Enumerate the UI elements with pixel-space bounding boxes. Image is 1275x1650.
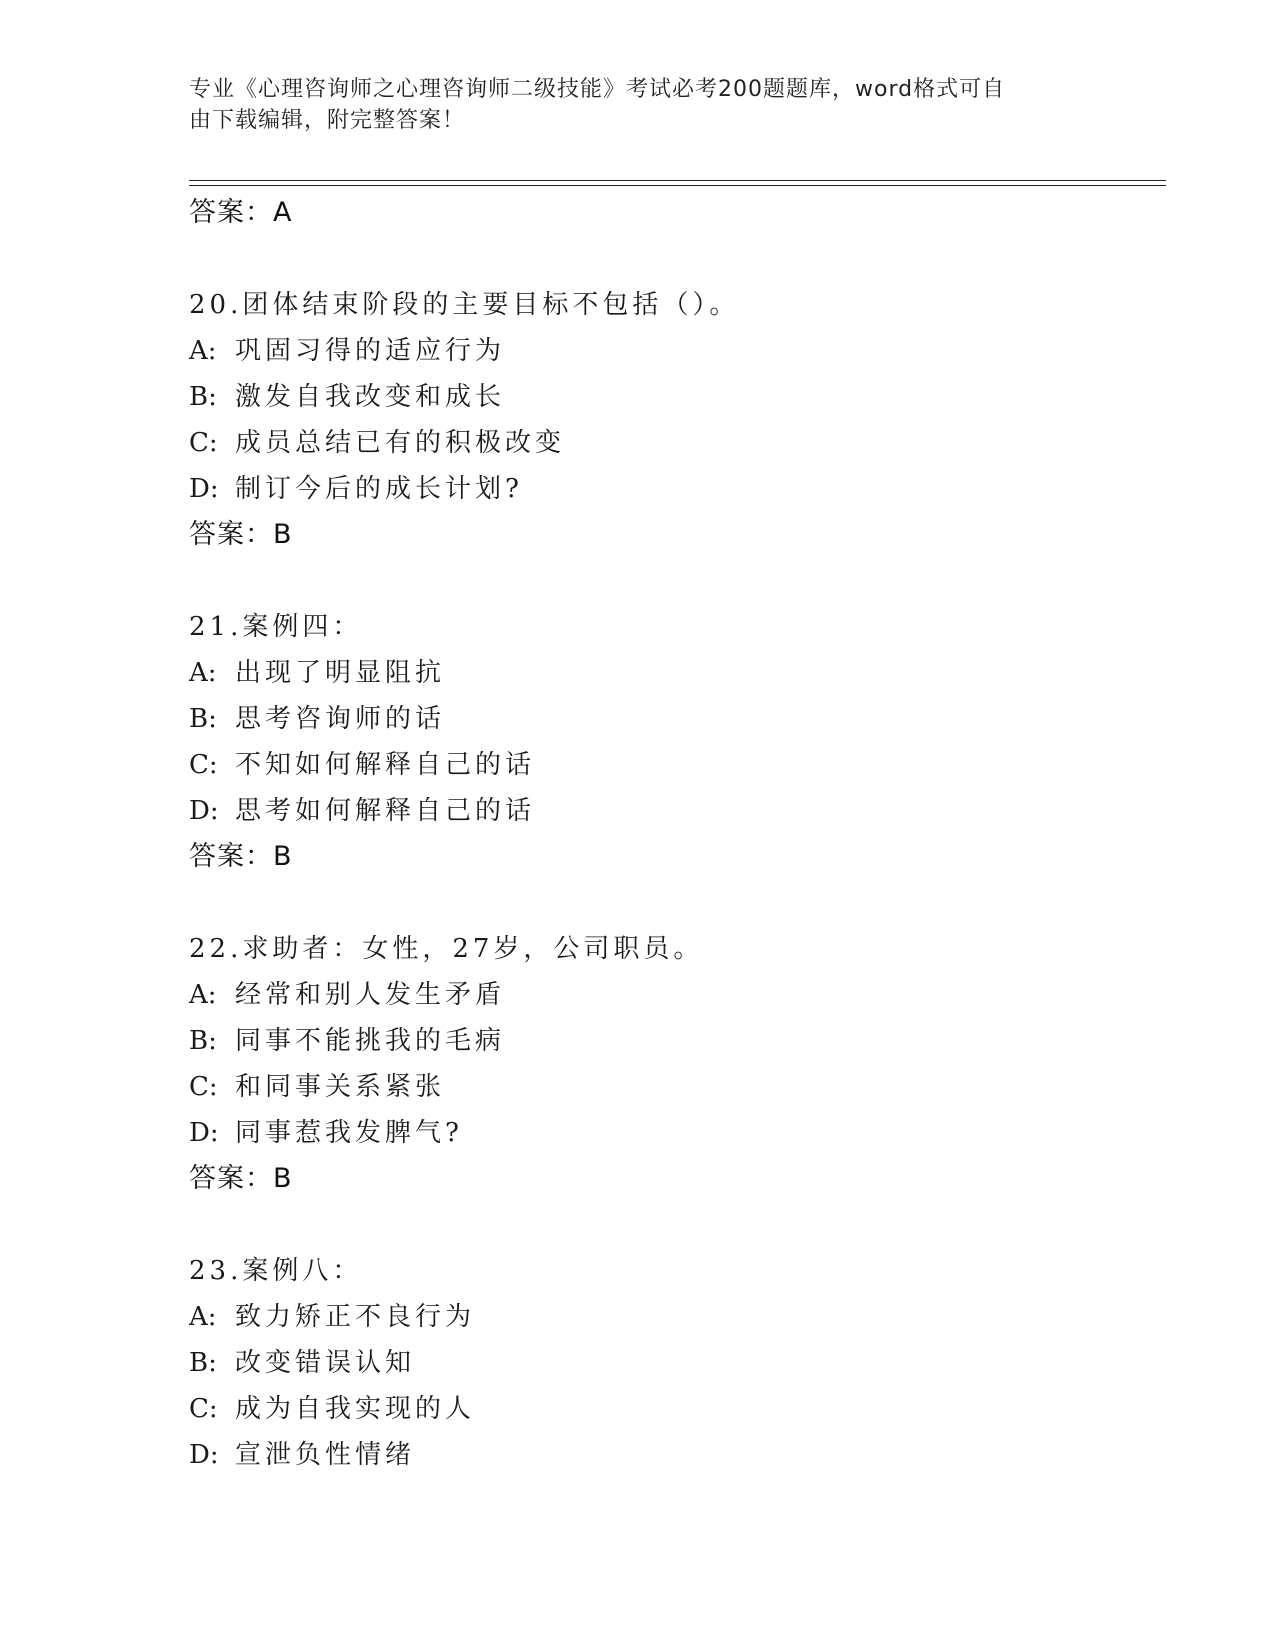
option-text: 宣泄负性情绪 (235, 1440, 416, 1470)
option-text: 出现了明显阻抗 (235, 658, 446, 688)
option-letter: B: (189, 704, 217, 734)
answer-label: 答案：A (189, 197, 293, 228)
answer-label: 答案：B (189, 519, 293, 550)
question-title: 20.团体结束阶段的主要目标不包括（）。 (189, 290, 740, 320)
option-letter: D: (189, 1118, 219, 1148)
option-b (189, 374, 1169, 420)
option-c (189, 1064, 1169, 1110)
option-text: 不知如何解释自己的话 (235, 750, 536, 780)
question-block (189, 1248, 1169, 1478)
option-letter: A: (189, 336, 217, 366)
option-text: 同事惹我发脾气? (235, 1118, 463, 1148)
option-text: 经常和别人发生矛盾 (235, 980, 506, 1010)
question-title: 23.案例八： (189, 1256, 363, 1286)
option-letter: C: (189, 1394, 218, 1424)
question-block (189, 282, 1169, 558)
option-text: 致力矫正不良行为 (235, 1302, 476, 1332)
option-text: 制订今后的成长计划? (235, 474, 523, 504)
option-letter: B: (189, 382, 217, 412)
answer-label: 答案：B (189, 841, 293, 872)
option-text: 同事不能挑我的毛病 (235, 1026, 506, 1056)
option-b (189, 1018, 1169, 1064)
option-letter: B: (189, 1026, 217, 1056)
option-b (189, 696, 1169, 742)
option-letter: B: (189, 1348, 217, 1378)
option-text: 和同事关系紧张 (235, 1072, 446, 1102)
option-letter: D: (189, 474, 219, 504)
option-text: 巩固习得的适应行为 (235, 336, 506, 366)
option-text: 成员总结已有的积极改变 (235, 428, 566, 458)
option-c (189, 420, 1169, 466)
header-line-1: 专业《心理咨询师之心理咨询师二级技能》考试必考200题题库，word格式可自 (189, 77, 1006, 102)
question-title: 21.案例四： (189, 612, 363, 642)
option-text: 改变错误认知 (235, 1348, 416, 1378)
option-a (189, 972, 1169, 1018)
option-a (189, 650, 1169, 696)
option-letter: C: (189, 1072, 218, 1102)
option-letter: A: (189, 1302, 217, 1332)
option-letter: A: (189, 658, 217, 688)
option-a (189, 328, 1169, 374)
option-d (189, 1432, 1169, 1478)
option-letter: C: (189, 428, 218, 458)
option-letter: D: (189, 796, 219, 826)
header-divider-top (189, 180, 1166, 181)
document-header (189, 74, 1089, 136)
answer-label: 答案：B (189, 1163, 293, 1194)
option-c (189, 742, 1169, 788)
question-block (189, 604, 1169, 880)
question-title: 22.求助者：女性，27岁，公司职员。 (189, 934, 704, 964)
option-b (189, 1340, 1169, 1386)
option-d (189, 1110, 1169, 1156)
option-letter: C: (189, 750, 218, 780)
header-divider-bottom (189, 185, 1166, 186)
option-a (189, 1294, 1169, 1340)
question-block (189, 926, 1169, 1202)
question-list (189, 190, 1169, 1478)
option-c (189, 1386, 1169, 1432)
option-text: 思考咨询师的话 (235, 704, 446, 734)
option-text: 成为自我实现的人 (235, 1394, 476, 1424)
option-d (189, 788, 1169, 834)
option-text: 思考如何解释自己的话 (235, 796, 536, 826)
option-text: 激发自我改变和成长 (235, 382, 506, 412)
option-letter: A: (189, 980, 217, 1010)
option-d (189, 466, 1169, 512)
header-line-2: 由下载编辑，附完整答案！ (189, 108, 466, 133)
option-letter: D: (189, 1440, 219, 1470)
